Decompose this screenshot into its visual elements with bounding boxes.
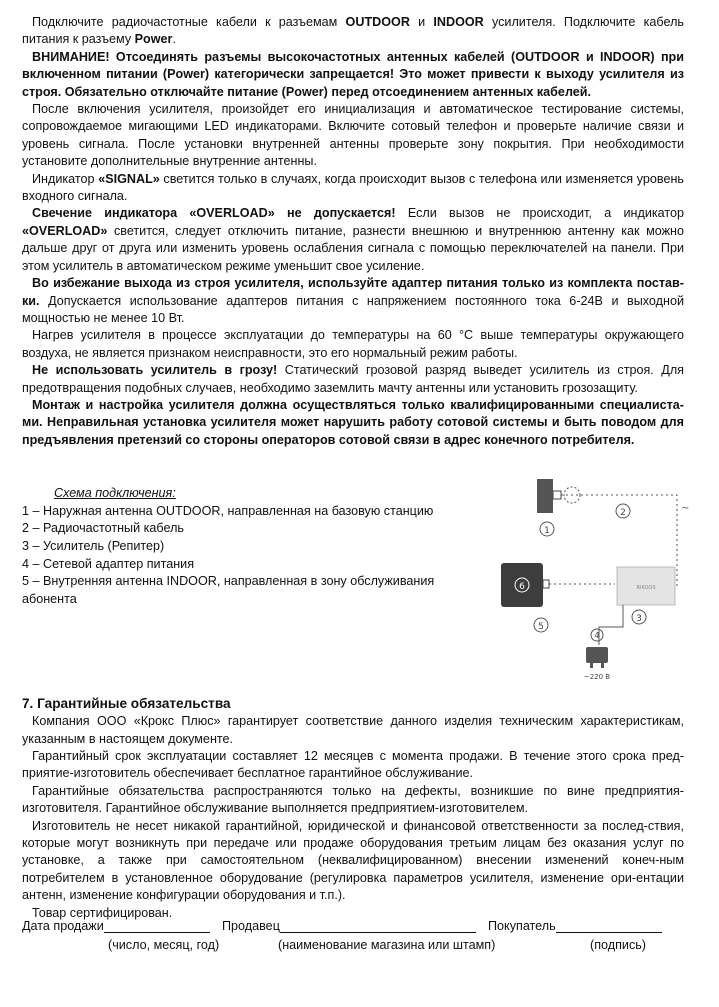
scheme-item: 1 – Наружная антенна OUTDOOR, направленная на базовую станцию bbox=[22, 503, 434, 518]
label-2: 2 bbox=[620, 508, 626, 519]
outdoor-antenna-icon bbox=[537, 479, 553, 513]
warranty-paragraph: Товар сертифицирован. bbox=[32, 905, 173, 920]
power-adapter-icon bbox=[586, 647, 608, 663]
warranty-paragraph: Гарантийный срок эксплуатации составляет 12 месяцев с момента продажи. В течение этого срока пред-приятие-изготовитель обеспечивает бесплатное гарантийное обслуживание. bbox=[22, 748, 684, 781]
sale-date-field[interactable]: Дата продажи bbox=[22, 918, 210, 933]
label-1: 1 bbox=[544, 526, 550, 537]
voltage-label: ~220 В bbox=[583, 673, 611, 682]
paragraph-thunderstorm: Не использовать усилитель в грозу! Статический грозовой разряд выведет усилитель из строя. Для предотвращения подобных случаев, необходимо заземлить мачту антенны или установить грозозащиту. bbox=[22, 363, 685, 395]
connection-scheme bbox=[22, 485, 690, 682]
buyer-line bbox=[556, 918, 662, 933]
paragraph-signal-indicator: Индикатор «SIGNAL» светится только в случаях, когда происходит вызов с телефона или изменяется уровень входного сигнала. bbox=[22, 171, 684, 204]
buyer-field[interactable]: Покупатель bbox=[488, 918, 662, 933]
hint-sign: (подпись) bbox=[590, 938, 646, 952]
paragraph-power-adapter: Во избежание выхода из строя усилителя, используйте адаптер питания только из комплекта постав-ки. Допускается использование адаптеров питания с напряжением постоянного тока 6-24В и выходной мощностью не менее 10 Вт. bbox=[22, 276, 684, 325]
scheme-title: Схема подключения: bbox=[54, 486, 176, 501]
hint-seller: (наименование магазина или штамп) bbox=[278, 938, 496, 952]
document-page bbox=[22, 14, 690, 922]
label-5: 5 bbox=[538, 622, 544, 633]
paragraph-installation: Монтаж и настройка усилителя должна осуществляться только квалифицированными специалиста-ми. Неправильная установка усилителя может нарушить работу сотовой системы и быть поводом для предъявления претензий со стороны операторов сотовой связи в адрес конечного потребителя. bbox=[22, 397, 684, 447]
power-cable bbox=[599, 605, 623, 645]
scheme-legend bbox=[22, 485, 452, 608]
paragraph-warning: ВНИМАНИЕ! Отсоединять разъемы высокочастотных антенных кабелей (OUTDOOR и INDOOR) при включенном питании (Power) категорически запрещается! Это может привести к выходу усилителя из строя. Обязательно отключайте питание (Power) перед отсоединением антенных кабелей. bbox=[22, 49, 684, 99]
seller-field[interactable]: Продавец bbox=[222, 918, 476, 933]
label-6: 6 bbox=[519, 582, 525, 593]
signature-row bbox=[22, 918, 684, 938]
signature-block bbox=[22, 918, 684, 956]
signature-hints bbox=[22, 938, 684, 956]
label-4: 4 bbox=[594, 631, 600, 641]
warranty-paragraph: Компания ООО «Крокс Плюс» гарантирует соответствие данного изделия техническим характеристикам, указанным в настоящем документе. bbox=[22, 714, 684, 746]
label-3: 3 bbox=[636, 614, 642, 625]
scheme-item: 2 – Радиочастотный кабель bbox=[22, 521, 184, 536]
connection-diagram bbox=[477, 477, 693, 687]
hint-date: (число, месяц, год) bbox=[108, 938, 220, 952]
scheme-item: 3 – Усилитель (Репитер) bbox=[22, 538, 165, 553]
seller-line bbox=[280, 918, 476, 933]
scheme-item: 4 – Сетевой адаптер питания bbox=[22, 556, 195, 571]
scheme-item: 5 – Внутренняя антенна INDOOR, направленная в зону обслуживания абонента bbox=[22, 574, 435, 606]
antenna-connector-icon bbox=[553, 491, 561, 499]
warranty-paragraph: Изготовитель не несет никакой гарантийной, юридической и финансовой ответственности за послед-ствия, которые могут возникнуть при передаче или продаже оборудования третьим лицам без оказания услуг по установке, а также при самостоятельном (неквалифицированном) внесении изменений конеч-ным потребителем в установленное оборудование (регулировка параметров усилителя, изменение ори-ентации антенн, изменение конфигурации оборудования и т.п.). bbox=[22, 818, 684, 903]
paragraph-connect-cables: Подключите радиочастотные кабели к разъемам OUTDOOR и INDOOR усилителя. Подключите кабель питания к разъему Power. bbox=[22, 15, 684, 47]
repeater-brand: RIKOOS bbox=[636, 585, 656, 592]
warranty-heading: 7. Гарантийные обязательства bbox=[22, 696, 231, 712]
svg-text:~: ~ bbox=[681, 503, 690, 515]
sale-date-line bbox=[104, 918, 210, 933]
paragraph-heating: Нагрев усилителя в процессе эксплуатации до температуры на 60 °С выше температуры окружающего воздуха, не является признаком неисправности, это его нормальный режим работы. bbox=[22, 328, 684, 360]
paragraph-overload: Свечение индикатора «OVERLOAD» не допускается! Если вызов не происходит, а индикатор «OVERLOAD» светится, следует отключить питание, разнести внешнюю и внутреннюю антенну как можно дальше друг от друга или изменить уровень ослабления сигнала с помощью переключателей на панели. При этом усилитель в автоматическом режиме уменьшит свое усиление. bbox=[22, 206, 684, 273]
paragraph-initialization: После включения усилителя, произойдет его инициализация и автоматическое тестирование системы, сопровождаемое мигающими LED индикаторами. Включите сотовый телефон и проверьте наличие связи и уровень сигнала. После установки внутренней антенны проверьте зону покрытия. При необходимости установите дополнительные внутренние антенны. bbox=[22, 102, 684, 169]
warranty-paragraph: Гарантийные обязательства распространяются только на дефекты, возникшие по вине предприятия-изготовителя. Гарантийное обслуживание выполняется предприятием-изготовителем. bbox=[22, 783, 684, 816]
